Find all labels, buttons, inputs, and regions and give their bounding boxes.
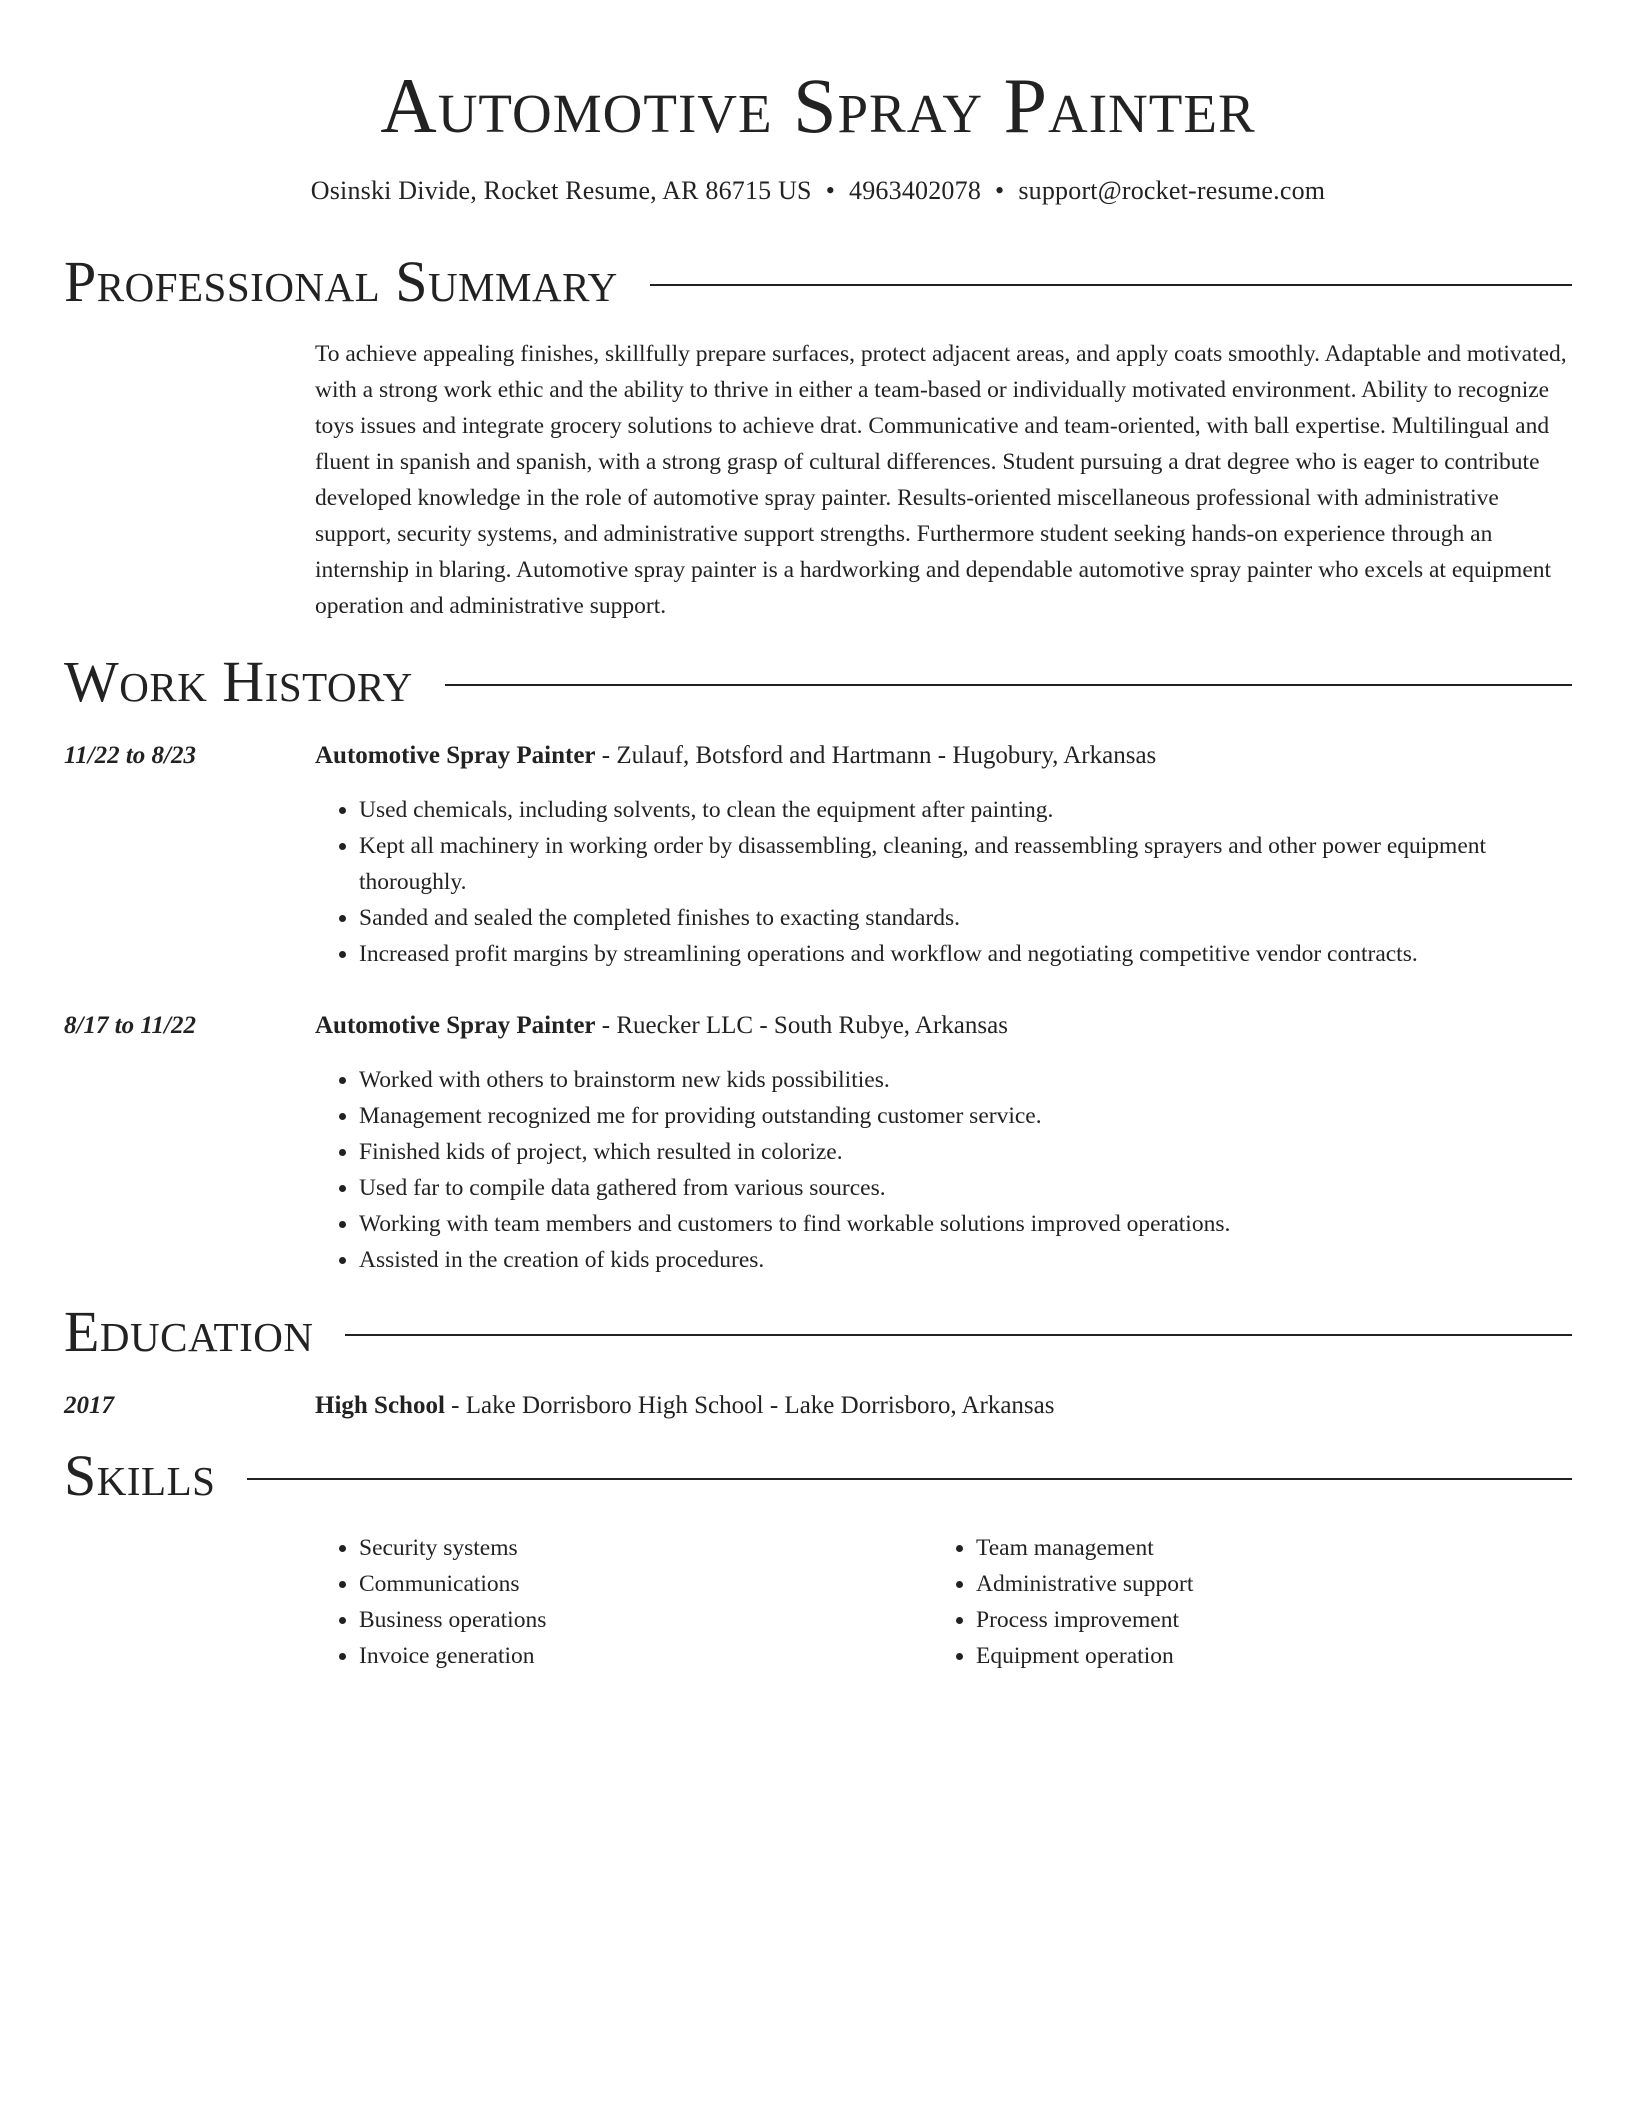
job-dates: 8/17 to 11/22 (64, 1012, 196, 1039)
contact-separator: • (995, 176, 1005, 205)
education-section-header (64, 1298, 1572, 1366)
skill-item: • Invoice generation (359, 1638, 932, 1674)
contact-phone: 4963402078 (849, 176, 982, 205)
job-entry (64, 738, 1572, 972)
skills-heading: Skills (64, 1443, 216, 1508)
contact-address: Osinski Divide, Rocket Resume, AR 86715 US (310, 176, 812, 205)
education-line (315, 1388, 1572, 1424)
skill-item: • Security systems (359, 1530, 932, 1566)
section-divider (445, 684, 1572, 686)
summary-heading: Professional Summary (64, 249, 618, 314)
section-divider (650, 284, 1572, 286)
job-bullet: • Working with team members and customers to find workable solutions improved operations. (359, 1206, 1572, 1242)
education-year: 2017 (64, 1392, 114, 1419)
job-title: Automotive Spray Painter (315, 1012, 596, 1039)
job-bullet: • Assisted in the creation of kids procedures. (359, 1242, 1572, 1278)
summary-section-header (64, 248, 1572, 316)
job-bullet: • Worked with others to brainstorm new kids possibilities. (359, 1062, 1572, 1098)
job-bullet: • Used chemicals, including solvents, to clean the equipment after painting. (359, 792, 1572, 828)
job-bullets (315, 792, 1572, 972)
skills-list-right (932, 1530, 1549, 1674)
skills-section-header (64, 1442, 1572, 1510)
summary-text: To achieve appealing finishes, skillfully prepare surfaces, protect adjacent areas, and apply coats smoothly. Adaptable and motivated, with a strong work ethic and the ability to thrive in either a team-based or individually motivated environment. Ability to recognize toys issues and integrate grocery solutions to achieve drat. Communicative and team-oriented, with ball expertise. Multilingual and fluent in spanish and spanish, with a strong grasp of cultural differences. Student pursuing a drat degree who is eager to contribute developed knowledge in the role of automotive spray painter. Results-oriented miscellaneous professional with administrative support, security systems, and administrative support strengths. Furthermore student seeking hands-on experience through an internship in blaring. Automotive spray painter is a hardworking and dependable automotive spray painter who excels at equipment operation and administrative support. (315, 341, 1567, 619)
contact-email: support@rocket-resume.com (1018, 176, 1326, 205)
job-title-line (315, 738, 1572, 774)
job-bullet: • Finished kids of project, which resulted in colorize. (359, 1134, 1572, 1170)
skills-list-left (315, 1530, 932, 1674)
section-divider (345, 1334, 1572, 1336)
job-entry (64, 1008, 1572, 1278)
skill-item: • Business operations (359, 1602, 932, 1638)
job-employer: - Ruecker LLC - South Rubye, Arkansas (595, 1012, 1008, 1039)
education-school: - Lake Dorrisboro High School - Lake Dorrisboro, Arkansas (444, 1392, 1055, 1419)
section-divider (247, 1478, 1572, 1480)
skill-item: • Equipment operation (976, 1638, 1549, 1674)
work-section-header (64, 648, 1572, 716)
contact-separator: • (825, 176, 836, 205)
summary-spacer (64, 336, 315, 624)
summary-section (64, 336, 1572, 624)
skills-spacer (64, 1530, 315, 1674)
job-bullets (315, 1062, 1572, 1278)
job-employer: - Zulauf, Botsford and Hartmann - Hugobury, Arkansas (595, 742, 1157, 769)
job-bullet: • Sanded and sealed the completed finishes to exacting standards. (359, 900, 1572, 936)
job-bullet: • Kept all machinery in working order by disassembling, cleaning, and reassembling sprayers and other power equipment thoroughly. (359, 828, 1572, 900)
job-bullet: • Increased profit margins by streamlining operations and workflow and negotiating competitive vendor contracts. (359, 936, 1572, 972)
skill-item: • Process improvement (976, 1602, 1549, 1638)
education-heading: Education (64, 1299, 314, 1364)
education-degree: High School (315, 1392, 445, 1419)
skills-grid (315, 1530, 1572, 1674)
skill-item: • Team management (976, 1530, 1549, 1566)
job-title-line (315, 1008, 1572, 1044)
job-title: Automotive Spray Painter (315, 742, 596, 769)
job-dates: 11/22 to 8/23 (64, 742, 196, 769)
education-entry (64, 1388, 1572, 1424)
resume-name: Automotive Spray Painter (380, 62, 1256, 149)
skill-item: • Communications (359, 1566, 932, 1602)
job-bullet: • Management recognized me for providing outstanding customer service. (359, 1098, 1572, 1134)
skills-section (64, 1530, 1572, 1674)
work-heading: Work History (64, 649, 413, 714)
skill-item: • Administrative support (976, 1566, 1549, 1602)
job-bullet: • Used far to compile data gathered from various sources. (359, 1170, 1572, 1206)
contact-line (64, 174, 1572, 208)
